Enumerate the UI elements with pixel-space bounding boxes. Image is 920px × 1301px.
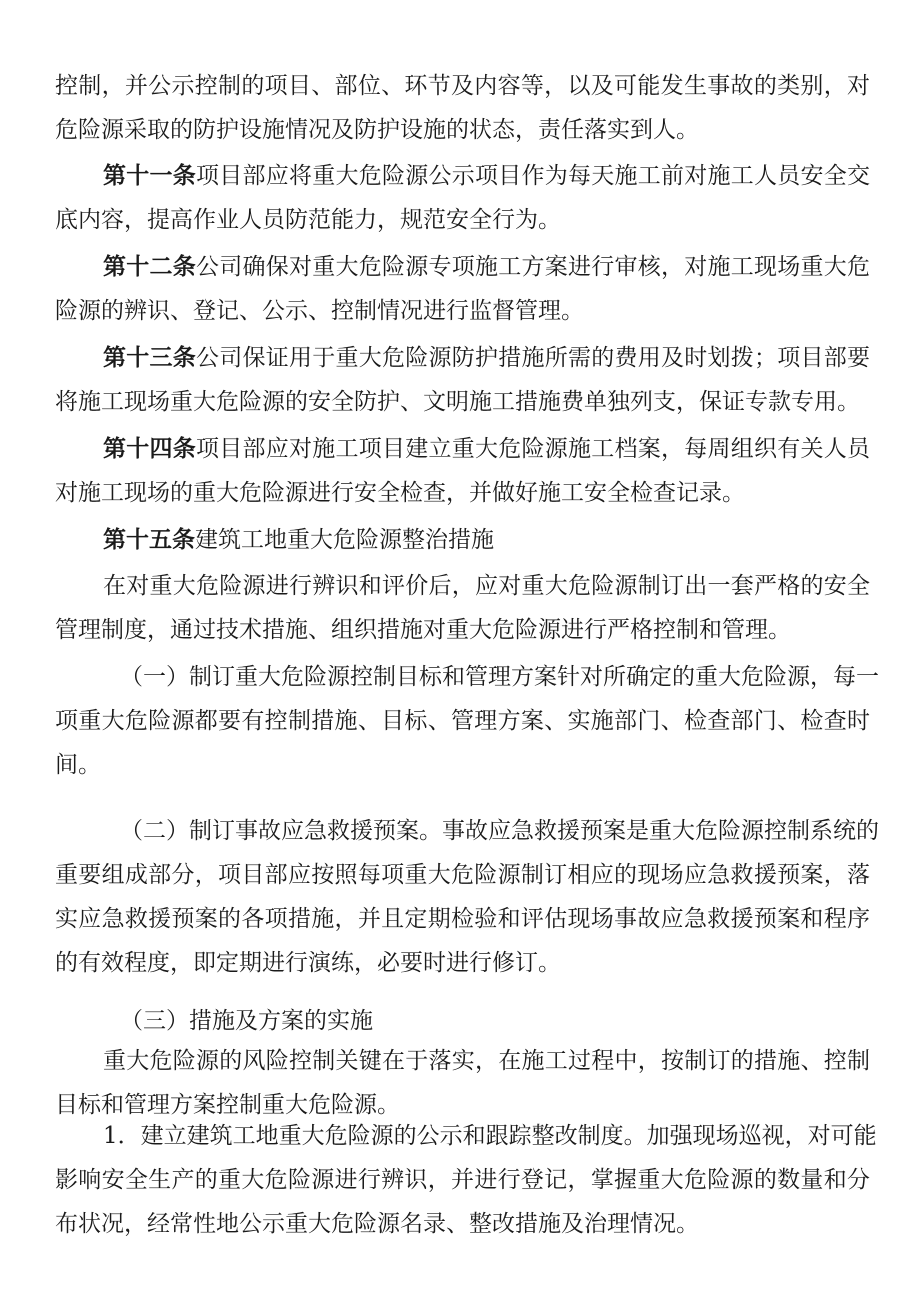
text-line bbox=[55, 427, 870, 471]
item-two bbox=[55, 809, 879, 985]
item-one bbox=[55, 655, 879, 787]
article-label: 第十二条 bbox=[103, 253, 196, 280]
paragraph-control bbox=[55, 64, 870, 152]
text-line: 在对重大危险源进行辨识和评价后，应对重大危险源制订出一套严格的安全 bbox=[103, 573, 870, 599]
text-line: 影响安全生产的重大危险源进行辨识，并进行登记，掌握重大危险源的数量和分 bbox=[55, 1167, 870, 1193]
text-line bbox=[55, 518, 870, 562]
text-line: 间。 bbox=[55, 752, 101, 778]
article-12 bbox=[55, 245, 870, 333]
text-line: 重要组成部分，项目部应按照每项重大危险源制订相应的现场应急救援预案，落 bbox=[55, 862, 870, 888]
article-15 bbox=[55, 518, 870, 562]
text-line: 布状况，经常性地公示重大危险源名录、整改措施及治理情况。 bbox=[55, 1211, 699, 1237]
text-line: 目标和管理方案控制重大危险源。 bbox=[55, 1092, 400, 1118]
text-line: 将施工现场重大危险源的安全防护、文明施工措施费单独列支，保证专款专用。 bbox=[55, 389, 860, 415]
text-line: 实应急救援预案的各项措施，并且定期检验和评估现场事故应急救援预案和程序 bbox=[55, 906, 870, 932]
text-line: 底内容，提高作业人员防范能力，规范安全行为。 bbox=[55, 207, 561, 233]
text-line bbox=[55, 154, 870, 198]
text-line: （三）措施及方案的实施 bbox=[120, 1008, 373, 1034]
text-line: 危险源采取的防护设施情况及防护设施的状态，责任落实到人。 bbox=[55, 117, 699, 143]
article-label: 第十一条 bbox=[103, 162, 196, 189]
text-line: 重大危险源的风险控制关键在于落实，在施工过程中，按制订的措施、控制 bbox=[103, 1048, 870, 1074]
text-line bbox=[55, 245, 870, 289]
article-text: 项目部应将重大危险源公示项目作为每天施工前对施工人员安全交 bbox=[196, 163, 870, 189]
text-line: 1．建立建筑工地重大危险源的公示和跟踪整改制度。加强现场巡视，对可能 bbox=[103, 1123, 877, 1149]
article-text: 公司保证用于重大危险源防护措施所需的费用及时划拨；项目部要 bbox=[196, 345, 870, 371]
text-line: 险源的辨识、登记、公示、控制情况进行监督管理。 bbox=[55, 298, 584, 324]
article-label: 第十三条 bbox=[103, 344, 196, 371]
text-line: 对施工现场的重大危险源进行安全检查，并做好施工安全检查记录。 bbox=[55, 480, 745, 506]
paragraph-numbered-1 bbox=[55, 1114, 877, 1246]
text-line: （一）制订重大危险源控制目标和管理方案针对所确定的重大危险源，每一 bbox=[120, 664, 879, 690]
article-14 bbox=[55, 427, 870, 515]
article-13 bbox=[55, 336, 870, 424]
text-line: 项重大危险源都要有控制措施、目标、管理方案、实施部门、检查部门、检查时 bbox=[55, 708, 870, 734]
text-line: 管理制度，通过技术措施、组织措施对重大危险源进行严格控制和管理。 bbox=[55, 617, 791, 643]
text-line: 的有效程度，即定期进行演练，必要时进行修订。 bbox=[55, 950, 561, 976]
text-line bbox=[55, 336, 870, 380]
item-three bbox=[55, 999, 870, 1043]
article-text: 项目部应对施工项目建立重大危险源施工档案，每周组织有关人员 bbox=[196, 436, 870, 462]
article-label: 第十五条 bbox=[103, 526, 195, 553]
article-text: 建筑工地重大危险源整治措施 bbox=[195, 527, 494, 553]
article-label: 第十四条 bbox=[103, 435, 196, 462]
text-line: 控制，并公示控制的项目、部位、环节及内容等，以及可能发生事故的类别，对 bbox=[55, 73, 870, 99]
article-text: 公司确保对重大危险源专项施工方案进行审核，对施工现场重大危 bbox=[196, 254, 870, 280]
article-11 bbox=[55, 154, 870, 242]
text-line: （二）制订事故应急救援预案。事故应急救援预案是重大危险源控制系统的 bbox=[120, 818, 879, 844]
paragraph-identification bbox=[55, 564, 870, 652]
